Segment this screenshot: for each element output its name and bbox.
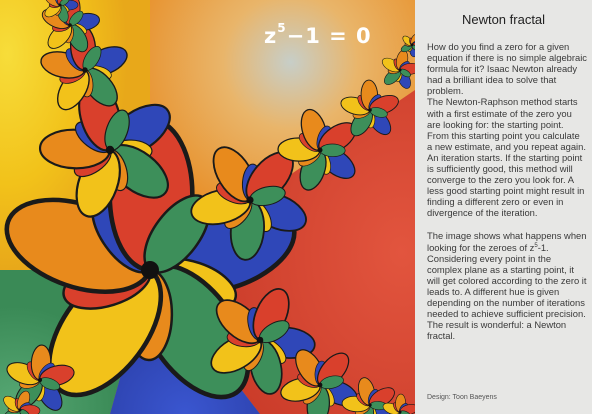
equation-label: $z^5-1 = 0$ [264, 21, 372, 48]
fractal-node [106, 146, 114, 154]
fractal-node [246, 196, 253, 203]
fractal-lobe [320, 144, 345, 157]
fractal-node [411, 44, 414, 47]
credit: Design: Toon Baeyens [427, 394, 497, 401]
paragraph-image: The image shows what happens when looking for the zeroes of $z^5-1$. Considering every point in the complex plane as a starting point, it will get colored according to the zero it leads to. A different hue is given depending on the number of iterations needed to achieve sufficient precision. [427, 229, 587, 320]
fractal-node [19, 409, 22, 412]
panel-body [427, 41, 587, 342]
fractal-node [368, 108, 372, 112]
fractal-node [399, 411, 402, 414]
info-panel [415, 0, 592, 414]
paragraph-method: The Newton-Raphson method starts with a first estimate of the zero you are looking for: the starting point. From this starting point you calculate a new estimate, and you repeat again. An iteration starts. If the starting point is sufficiently good, this method will converge to the zero you look for. A less good starting point might result in finding a different zero or even in divergence of the iteration. [427, 96, 586, 219]
fractal-node [59, 4, 62, 7]
fractal-node [38, 378, 42, 382]
fractal-node [257, 337, 264, 344]
fractal-node [399, 69, 402, 72]
fractal-node [82, 67, 87, 72]
fractal-node [318, 383, 323, 388]
fractal-node [68, 23, 72, 27]
fractal-node [368, 403, 371, 406]
fractal-node [317, 147, 322, 152]
panel-title: Newton fractal [461, 12, 546, 27]
paragraph-result: The result is wonderful: a Newton fractal. [427, 319, 567, 342]
paragraph-intro: How do you find a zero for a given equation if there is no simple algebraic formula for it? Isaac Newton already had a brilliant idea to solve that problem. [427, 41, 587, 97]
fractal-node [141, 261, 159, 279]
